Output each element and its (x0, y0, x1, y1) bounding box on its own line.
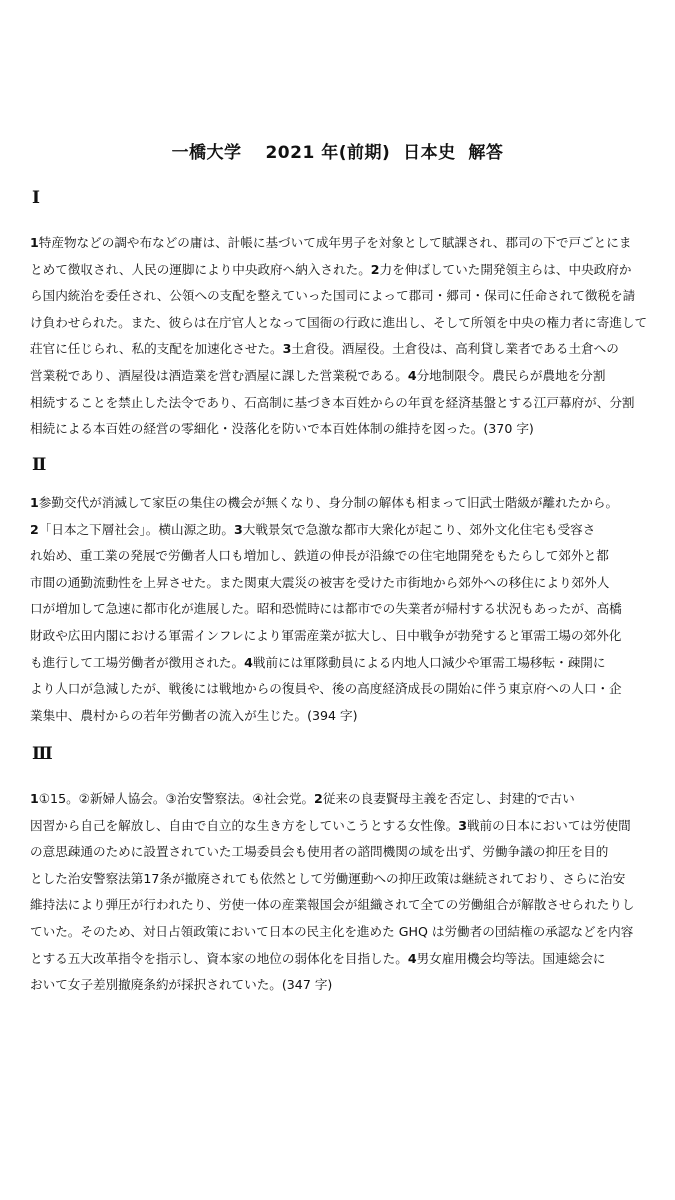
answer-line (30, 786, 656, 813)
answer-line (30, 650, 656, 677)
question-number: 1 (30, 495, 39, 510)
answer-line (30, 676, 656, 703)
answer-text: 荘官に任じられ、私的支配を加速化させた。 (30, 341, 283, 357)
answer-line (30, 596, 656, 623)
answer-line (30, 946, 656, 973)
question-number: 3 (282, 341, 292, 357)
answer-text: 相続することを禁止した法令であり、石高制に基づき本百姓からの年貢を経済基盤とする江戸幕府が、分割 (30, 394, 635, 410)
answer-text: け負わせられた。また、彼らは在庁官人となって国衙の行政に進出し、そして所領を中央の権力者に寄進して (30, 314, 648, 330)
answer-text: 「日本之下層社会」。横山源之助。 (38, 521, 234, 537)
answer-text: れ始め、重工業の発展で労働者人口も増加し、鉄道の伸長が沿線での住宅地開発をもたらして郊外と都 (30, 548, 609, 564)
answer-line (30, 703, 656, 730)
answer-text: とめて徴収され、人民の運脚により中央政府へ納入された。 (30, 261, 371, 277)
character-count: (347 字) (281, 977, 333, 993)
answer-text: の意思疎通のために設置されていた工場委員会も使用者の諮問機関の域を出ず、労働争議の抑圧を目的 (30, 844, 609, 860)
answer-text: 口が増加して急速に都市化が進展した。昭和恐慌時には都市での失業者が帰村する状況もあったが、高橋 (30, 601, 622, 617)
section-1-heading: Ⅰ (32, 188, 40, 208)
answer-line (30, 257, 656, 284)
answer-text: 大戦景気で急激な都市大衆化が起こり、郊外文化住宅も受容さ (242, 521, 596, 537)
answer-text: ていた。そのため、対日占領政策において日本の民主化を進めた GHQ は労働者の団結権の承認などを内容 (30, 923, 634, 939)
answer-line (30, 839, 656, 866)
answer-text: 力を伸ばしていた開発領主らは、中央政府か (379, 261, 632, 277)
section-3-body (30, 786, 656, 999)
question-number: 1 (30, 235, 39, 250)
question-number: 1 (30, 791, 39, 806)
answer-line (30, 543, 656, 570)
answer-text: おいて女子差別撤廃条約が採択されていた。 (30, 977, 282, 993)
section-2-heading: Ⅱ (32, 455, 47, 475)
answer-text: 戦前には軍隊動員による内地人口減少や軍需工場移転・疎開に (252, 654, 606, 670)
character-count: (394 字) (307, 707, 358, 723)
answer-text: 営業税であり、酒屋役は酒造業を営む酒屋に課した営業税である。 (30, 367, 408, 383)
answer-line (30, 892, 656, 919)
answer-line (30, 283, 656, 310)
answer-line (30, 919, 656, 946)
answer-line (30, 813, 656, 840)
question-number: 2 (30, 521, 39, 537)
answer-text: 土倉役。酒屋役。土倉役は、高利貸し業者である土倉への (291, 341, 619, 357)
question-number: 2 (314, 791, 323, 806)
answer-text: 参勤交代が消滅して家臣の集住の機会が無くなり、身分制の解体も相まって旧武士階級が離れたから。 (38, 495, 619, 510)
answer-line (30, 230, 656, 257)
answer-text: 戦前の日本においては労使間 (466, 817, 631, 833)
character-count: (370 字) (483, 421, 534, 437)
question-number: 3 (458, 817, 467, 833)
question-number: 4 (244, 654, 253, 670)
answer-text: も進行して工場労働者が徴用された。 (30, 654, 245, 670)
answer-text: ら国内統治を委任され、公領への支配を整えていった国司によって郡司・郷司・保司に任命されて徴税を請 (30, 288, 636, 304)
answer-text: 維持法により弾圧が行われたり、労使一体の産業報国会が組織されて全ての労働組合が解散させられたりし (30, 897, 635, 913)
answer-text: 相続による本百姓の経営の零細化・没落化を防いで本百姓体制の維持を図った。 (30, 421, 484, 437)
answer-line (30, 363, 656, 390)
answer-text: 財政や広田内閣における軍需インフレにより軍需産業が拡大し、日中戦争が勃発すると軍需工場の郊外化 (30, 627, 622, 643)
question-number: 4 (407, 950, 417, 966)
section-2-body (30, 490, 656, 729)
question-number: 4 (407, 367, 417, 383)
answer-text: とした治安警察法第17条が撤廃されても依然として労働運動への抑圧政策は継続されており、さらに治安 (30, 870, 626, 886)
answer-text: 男女雇用機会均等法。国連総会に (416, 950, 606, 966)
section-1-body (30, 230, 656, 443)
answer-line (30, 623, 656, 650)
answer-line (30, 310, 656, 337)
question-number: 3 (233, 521, 243, 537)
answer-text: より人口が急減したが、戦後には戦地からの復員や、後の高度経済成長の開始に伴う東京府への人口・企 (30, 681, 622, 697)
answer-line (30, 490, 656, 517)
answer-text: ①15。②新婦人協会。③治安警察法。④社会党。 (38, 791, 315, 806)
answer-line (30, 336, 656, 363)
answer-text: とする五大改革指令を指示し、資本家の地位の弱体化を目指した。 (30, 950, 408, 966)
answer-line (30, 390, 656, 417)
question-number: 2 (370, 261, 380, 277)
answer-line (30, 416, 656, 443)
answer-text: 分地制限令。農民らが農地を分割 (416, 367, 606, 383)
answer-line (30, 517, 656, 544)
answer-text: 市間の通勤流動性を上昇させた。また関東大震災の被害を受けた市街地から郊外への移住により郊外人 (30, 574, 610, 590)
answer-text: 従来の良妻賢母主義を否定し、封建的で古い (322, 791, 575, 806)
answer-line (30, 570, 656, 597)
answer-line (30, 866, 656, 893)
answer-line (30, 972, 656, 999)
section-3-heading: Ⅲ (32, 744, 53, 764)
answer-text: 業集中、農村からの若年労働者の流入が生じた。 (30, 707, 308, 723)
answer-text: 因習から自己を解放し、自由で自立的な生き方をしていこうとする女性像。 (30, 817, 459, 833)
document-title: 一橋大学 2021 年(前期) 日本史 解答 (171, 143, 504, 163)
answer-text: 特産物などの調や布などの庸は、計帳に基づいて成年男子を対象として賦課され、郡司の下で戸ごとにま (38, 235, 632, 250)
